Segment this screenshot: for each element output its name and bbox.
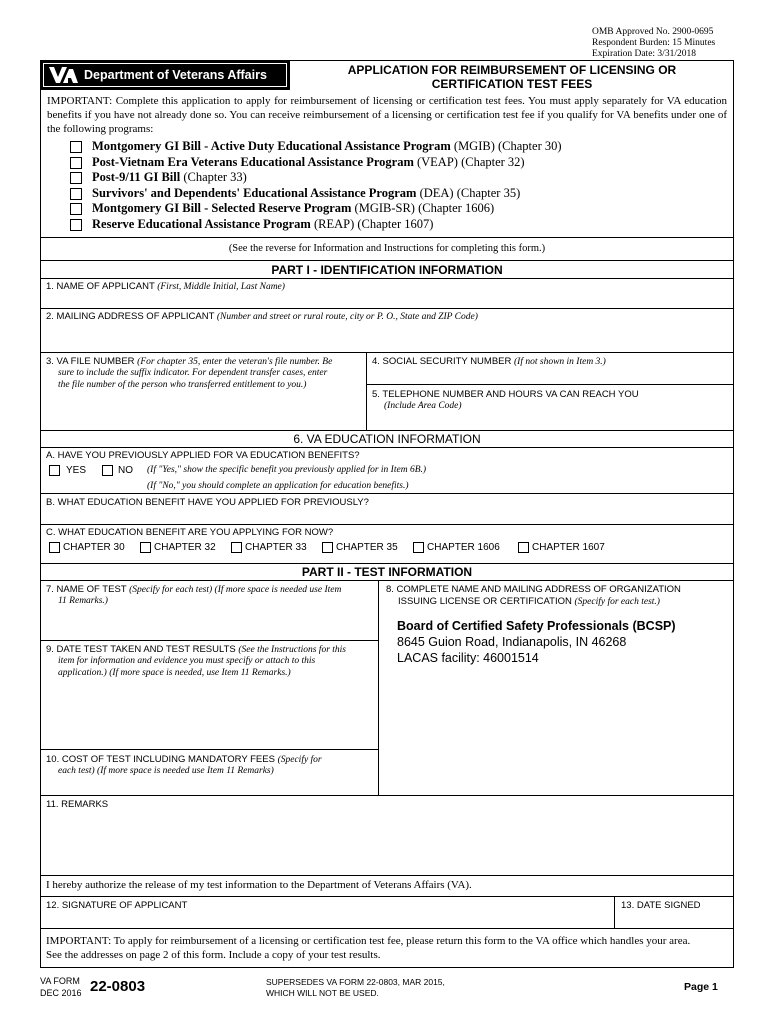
item8-label: 8. COMPLETE NAME AND MAILING ADDRESS OF ORGANIZATION	[386, 584, 681, 595]
program-name: Reserve Educational Assistance Program	[92, 216, 311, 231]
chapter-checkbox[interactable]	[231, 542, 242, 553]
program-name: Post-Vietnam Era Veterans Educational Assistance Program	[92, 154, 414, 169]
item6a-hint-no: (If "No," you should complete an application for education benefits.)	[147, 481, 409, 491]
divider	[40, 308, 734, 309]
org-name[interactable]: Board of Certified Safety Professionals (BCSP)	[397, 619, 676, 633]
supersedes-line: WHICH WILL NOT BE USED.	[266, 988, 379, 998]
divider	[40, 563, 734, 564]
item3-hint: sure to include the suffix indicator. For dependent transfer cases, enter	[58, 368, 328, 378]
yes-label: YES	[66, 465, 87, 476]
divider	[40, 749, 378, 750]
va-logo-icon	[48, 65, 78, 85]
program-name: Post-9/11 GI Bill	[92, 170, 181, 184]
divider	[40, 580, 734, 581]
signature-field[interactable]	[44, 912, 610, 926]
divider	[40, 795, 734, 796]
test-results-field[interactable]	[44, 682, 374, 744]
test-cost-field[interactable]	[44, 778, 374, 792]
part1-title: PART I - IDENTIFICATION INFORMATION	[271, 263, 503, 277]
divider	[40, 928, 734, 929]
chapter-label: CHAPTER 33	[245, 542, 307, 553]
mailing-address-field[interactable]	[44, 323, 730, 349]
item11-label: 11. REMARKS	[46, 799, 109, 810]
item4-label: 4. SOCIAL SECURITY NUMBER (If not shown in Item 3.)	[372, 356, 606, 367]
program-label	[92, 139, 562, 154]
supersedes-line: SUPERSEDES VA FORM 22-0803, MAR 2015,	[266, 977, 445, 987]
part2-title: PART II - TEST INFORMATION	[301, 565, 473, 579]
item3-label: 3. VA FILE NUMBER (For chapter 35, enter the veteran's file number. Be	[46, 356, 333, 367]
program-checkbox[interactable]	[70, 219, 82, 231]
va-file-number-field[interactable]	[44, 394, 362, 424]
program-chapter: (VEAP) (Chapter 32)	[413, 154, 525, 169]
item6a-label: A. HAVE YOU PREVIOUSLY APPLIED FOR VA EDUCATION BENEFITS?	[46, 450, 360, 461]
program-checkbox[interactable]	[70, 157, 82, 169]
item5-label: 5. TELEPHONE NUMBER AND HOURS VA CAN REACH YOU	[372, 389, 639, 400]
item5-hint: (Include Area Code)	[384, 401, 462, 411]
divider	[40, 278, 734, 279]
program-chapter: (DEA) (Chapter 35)	[416, 185, 521, 200]
item10-label: 10. COST OF TEST INCLUDING MANDATORY FEES (Specify for	[46, 754, 322, 765]
ssn-field[interactable]	[370, 368, 730, 382]
divider	[40, 352, 734, 353]
divider	[366, 352, 367, 430]
divider	[40, 524, 734, 525]
divider	[366, 384, 734, 385]
omb-expiration: Expiration Date: 3/31/2018	[592, 49, 696, 59]
no-label: NO	[118, 465, 133, 476]
omb-approved: OMB Approved No. 2900-0695	[592, 27, 714, 37]
test-name-field[interactable]	[44, 610, 374, 636]
footer-va-form: VA FORM	[40, 976, 80, 986]
item8-label-2: ISSUING LICENSE OR CERTIFICATION (Specify for each test.)	[398, 596, 660, 607]
no-checkbox[interactable]	[102, 465, 113, 476]
program-name: Montgomery GI Bill - Active Duty Educational Assistance Program	[92, 139, 451, 153]
divider	[40, 260, 734, 261]
program-name: Montgomery GI Bill - Selected Reserve Program	[92, 201, 352, 215]
item7-label: 7. NAME OF TEST (Specify for each test) (If more space is needed use Item	[46, 584, 342, 595]
important-text: IMPORTANT: Complete this application to apply for reimbursement of licensing or certification test fees. You must apply separately for VA education benefits if you have not already done so. You can receive reimbursement of a licensing or certification test fee if you qualify for VA benefits under one of the following programs:	[47, 95, 727, 135]
omb-block	[592, 27, 715, 60]
program-checkbox[interactable]	[70, 141, 82, 153]
program-name: Survivors' and Dependents' Educational Assistance Program	[92, 185, 417, 200]
program-checkbox[interactable]	[70, 203, 82, 215]
divider	[40, 640, 378, 641]
form-title-line2: CERTIFICATION TEST FEES	[431, 77, 593, 91]
item2-label: 2. MAILING ADDRESS OF APPLICANT (Number and street or rural route, city or P. O., State and ZIP Code)	[46, 311, 478, 322]
date-signed-field[interactable]	[618, 912, 730, 926]
important-return-line: See the addresses on page 2 of this form. Include a copy of your test results.	[46, 949, 381, 961]
divider	[40, 237, 734, 238]
program-label	[92, 186, 520, 201]
program-chapter: (Chapter 33)	[180, 170, 247, 184]
item6a-hint-yes: (If "Yes," show the specific benefit you previously applied for in Item 6B.)	[147, 465, 427, 475]
program-label	[92, 217, 433, 232]
program-chapter: (MGIB) (Chapter 30)	[450, 139, 562, 153]
important-return	[46, 934, 690, 962]
item3-hint: the file number of the person who transferred entitlement to you.)	[58, 380, 307, 390]
chapter-label: CHAPTER 32	[154, 542, 216, 553]
section6-title: 6. VA EDUCATION INFORMATION	[293, 432, 481, 446]
item6c-label: C. WHAT EDUCATION BENEFIT ARE YOU APPLYING FOR NOW?	[46, 527, 334, 538]
chapter-checkbox[interactable]	[140, 542, 151, 553]
program-label	[92, 155, 525, 170]
omb-burden: Respondent Burden: 15 Minutes	[592, 38, 716, 48]
program-checkbox[interactable]	[70, 172, 82, 184]
previous-benefit-field[interactable]	[44, 509, 730, 523]
page-number: Page 1	[684, 981, 718, 993]
divider	[40, 493, 734, 494]
remarks-field[interactable]	[44, 812, 730, 872]
divider	[40, 447, 734, 448]
chapter-label: CHAPTER 1606	[427, 542, 500, 553]
telephone-field[interactable]	[370, 412, 730, 428]
chapter-label: CHAPTER 1607	[532, 542, 605, 553]
see-reverse-note: (See the reverse for Information and Instructions for completing this form.)	[228, 243, 546, 254]
agency-name: Department of Veterans Affairs	[84, 68, 267, 82]
important-return-line: IMPORTANT: To apply for reimbursement of a licensing or certification test fee, please return this form to the VA office which handles your area.	[46, 935, 691, 947]
program-label	[92, 201, 494, 216]
item9-hint: application.) (If more space is needed, use Item 11 Remarks.)	[58, 668, 291, 678]
program-checkbox[interactable]	[70, 188, 82, 200]
footer-form-number: 22-0803	[90, 978, 146, 995]
footer-supersedes	[266, 977, 445, 999]
item1-label: 1. NAME OF APPLICANT (First, Middle Initial, Last Name)	[46, 281, 285, 292]
yes-checkbox[interactable]	[49, 465, 60, 476]
item12-label: 12. SIGNATURE OF APPLICANT	[46, 900, 188, 911]
item9-label: 9. DATE TEST TAKEN AND TEST RESULTS (See the Instructions for this	[46, 644, 346, 655]
applicant-name-field[interactable]	[44, 293, 730, 307]
divider	[40, 896, 734, 897]
divider	[614, 896, 615, 928]
chapter-label: CHAPTER 35	[336, 542, 398, 553]
item9-hint: item for information and evidence you must specify or attach to this	[58, 656, 316, 666]
divider	[378, 580, 379, 795]
chapter-checkbox[interactable]	[322, 542, 333, 553]
chapter-checkbox[interactable]	[413, 542, 424, 553]
item6b-label: B. WHAT EDUCATION BENEFIT HAVE YOU APPLIED FOR PREVIOUSLY?	[46, 497, 369, 508]
item10-hint: each test) (If more space is needed use Item 11 Remarks)	[58, 766, 274, 776]
footer-date: DEC 2016	[40, 988, 82, 998]
org-address[interactable]: 8645 Guion Road, Indianapolis, IN 46268	[397, 635, 627, 649]
chapter-checkbox[interactable]	[49, 542, 60, 553]
form-title-line1: APPLICATION FOR REIMBURSEMENT OF LICENSING OR	[347, 63, 677, 77]
program-chapter: (MGIB-SR) (Chapter 1606)	[351, 201, 495, 215]
divider	[40, 430, 734, 431]
chapter-checkbox[interactable]	[518, 542, 529, 553]
item13-label: 13. DATE SIGNED	[621, 900, 701, 911]
chapter-label: CHAPTER 30	[63, 542, 125, 553]
org-lacas[interactable]: LACAS facility: 46001514	[397, 651, 539, 665]
program-label	[92, 170, 247, 185]
program-chapter: (REAP) (Chapter 1607)	[310, 216, 434, 231]
item7-hint: 11 Remarks.)	[58, 596, 108, 606]
divider	[40, 875, 734, 876]
authorize-statement: I hereby authorize the release of my test information to the Department of Veterans Affairs (VA).	[46, 879, 472, 891]
